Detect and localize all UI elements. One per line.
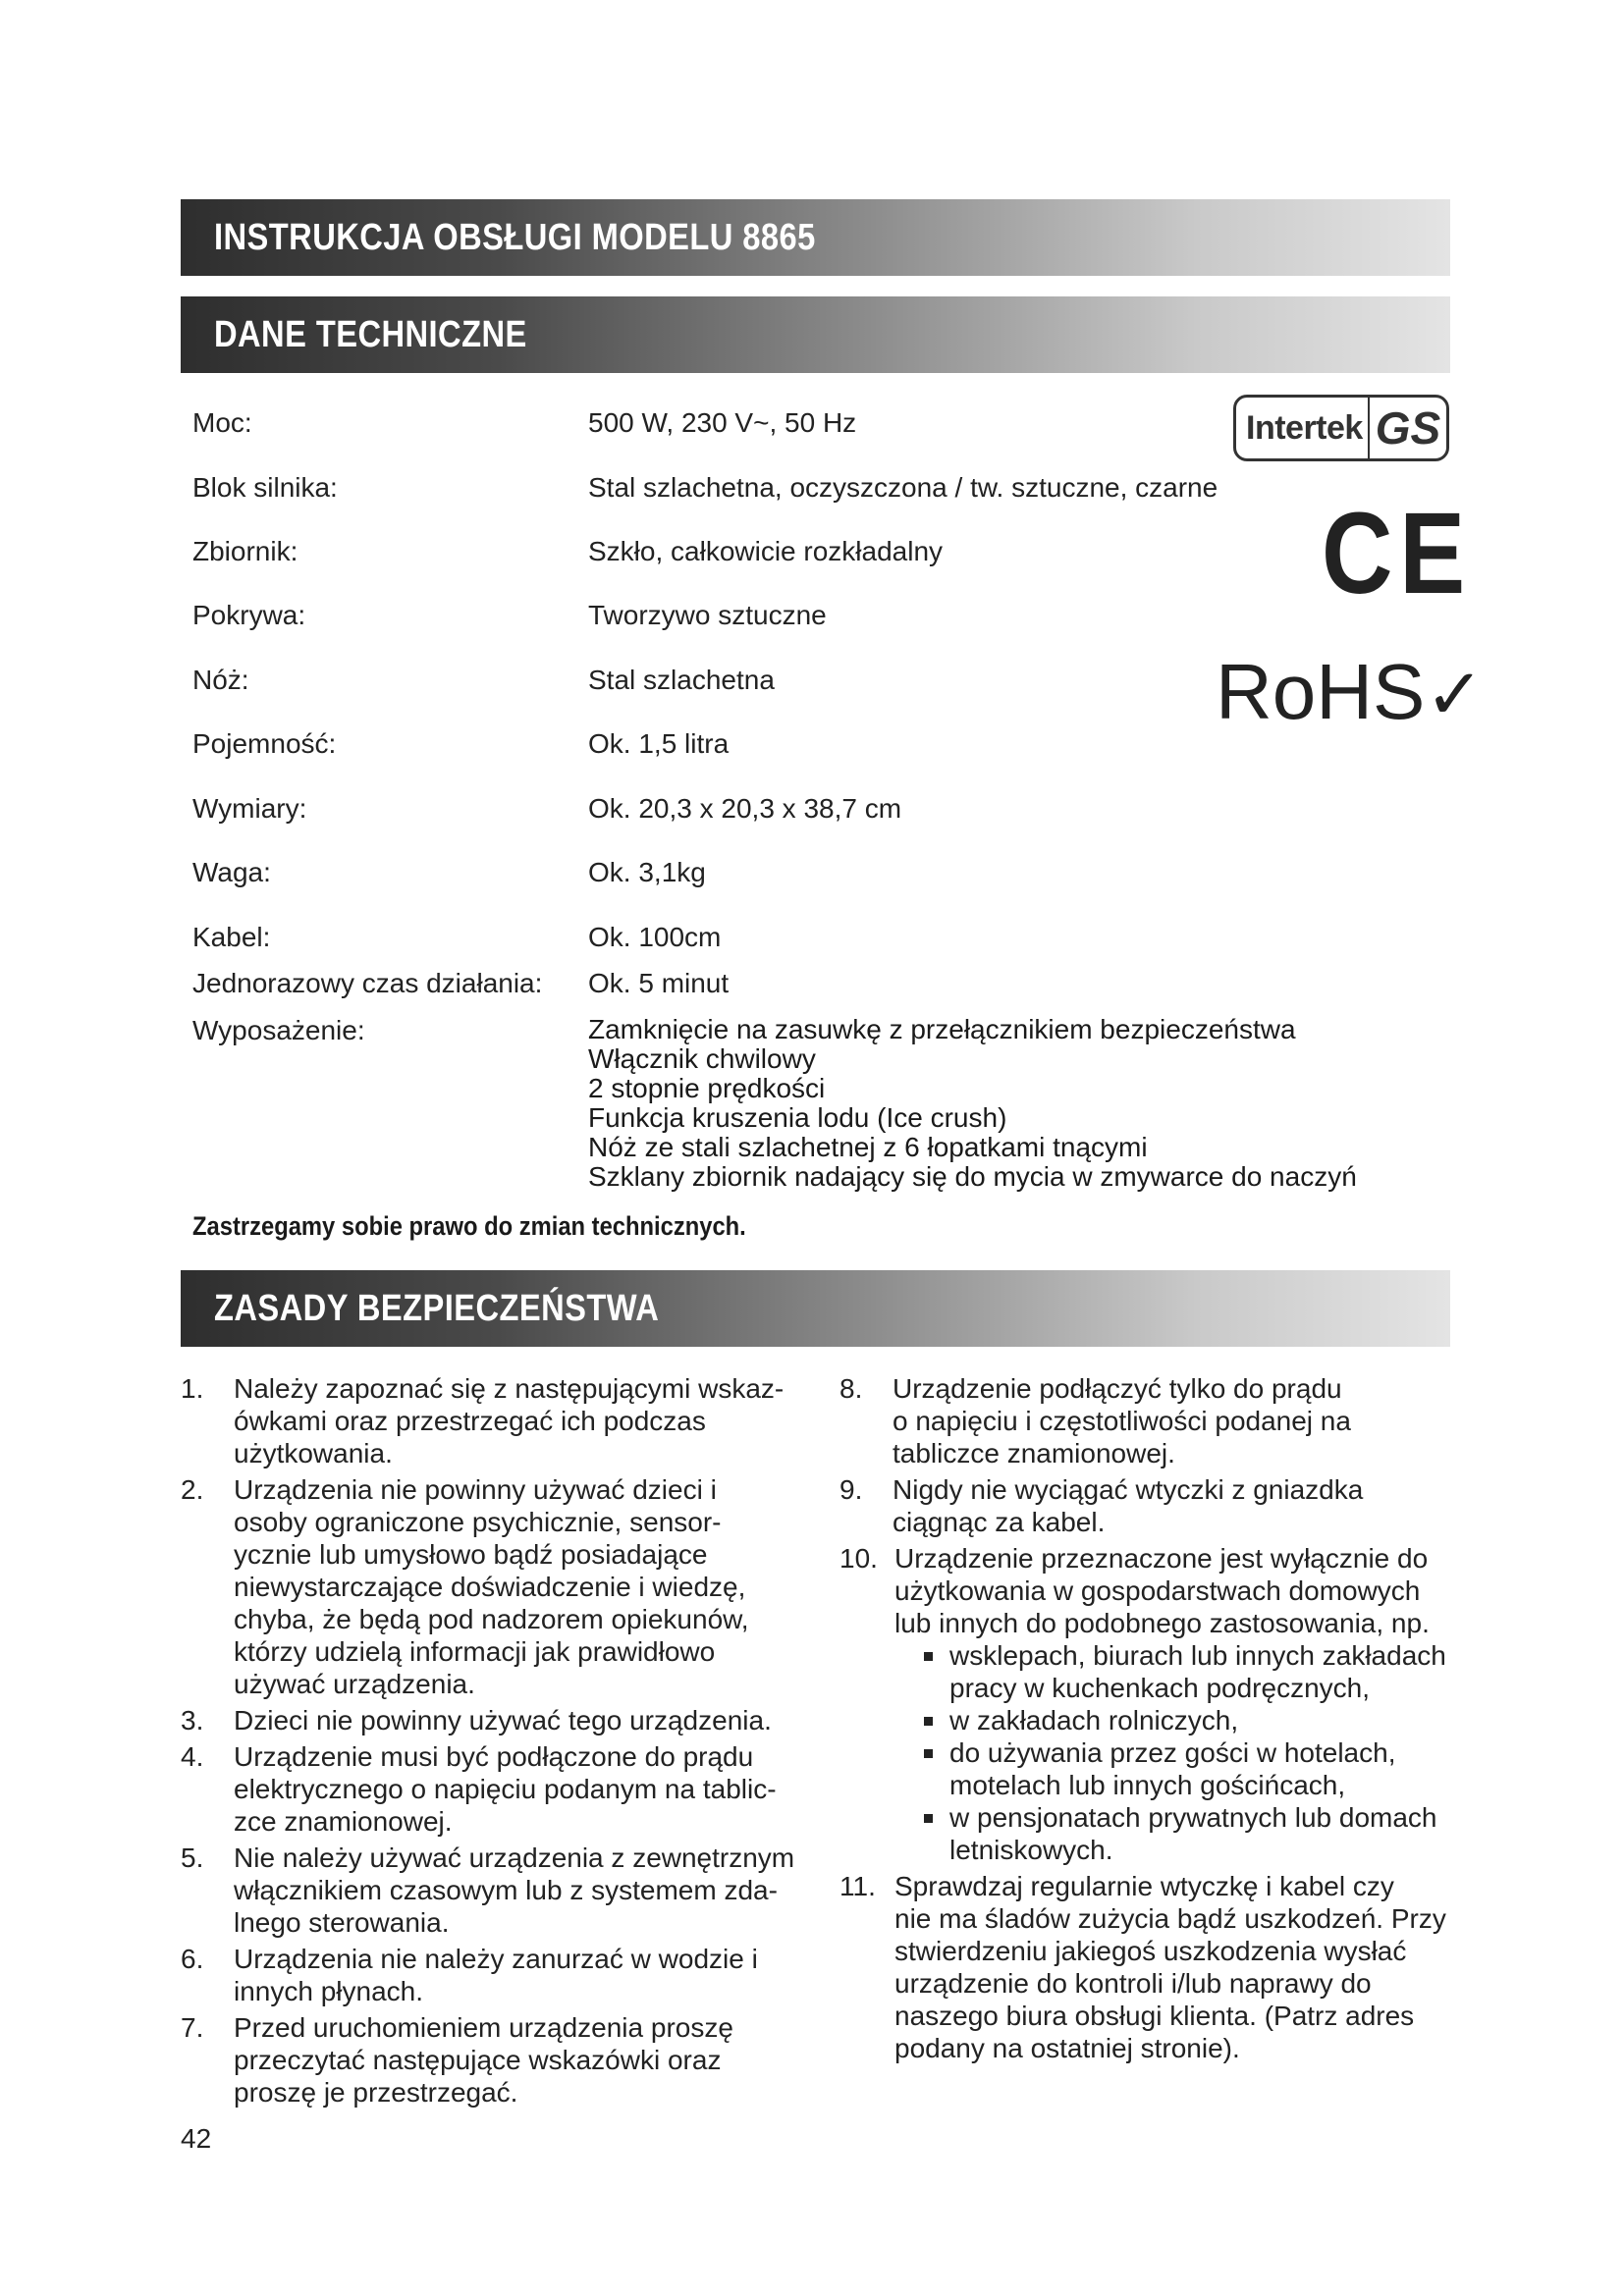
ce-mark-icon: CE (1322, 489, 1472, 618)
spec-label: Jednorazowy czas działania: (192, 968, 543, 998)
safety-subitems (894, 1639, 1468, 1866)
spec-value: Ok. 20,3 x 20,3 x 38,7 cm (588, 793, 902, 824)
square-bullet-icon (924, 1749, 933, 1758)
safety-item-text: Urządzenia nie powinny używać dzieci i osoby ograniczone psychicznie, sensor- ycznie lub umysłowo bądź posiadające niewystarczające doświadczenie i wiedzę, chyba, że będą pod nadzorem opiekunów, którzy udzielą informacji jak prawidłowo używać urządzenia. (234, 1474, 749, 1699)
safety-item (181, 1943, 809, 2007)
safety-item-number: 5. (181, 1842, 204, 1873)
safety-subitem-text: do używania przez gości w hotelach, motelach lub innych gościńcach, (949, 1737, 1396, 1800)
safety-list-left (181, 1372, 809, 2112)
safety-item-text: Sprawdzaj regularnie wtyczkę i kabel czy nie ma śladów zużycia bądź uszkodzeń. Przy stwierdzeniu jakiegoś uszkodzenia wysłać urządzenie do kontroli i/lub naprawy do naszego biura obsługi klienta. (Patrz adres podany na ostatniej stronie). (894, 1871, 1446, 2063)
safety-item-text: Urządzenie musi być podłączone do prądu elektrycznego o napięciu podanym na tablic- zce znamionowej. (234, 1741, 777, 1837)
checkmark-icon: ✓ (1425, 656, 1485, 734)
safety-item-number: 8. (839, 1373, 863, 1404)
safety-item (181, 2011, 809, 2109)
technical-changes-note: Zastrzegamy sobie prawo do zmian technicznych. (192, 1211, 746, 1241)
intertek-gs-logo (1233, 395, 1449, 461)
safety-subitem-text: w zakładach rolniczych, (949, 1705, 1239, 1735)
specs-section-banner (181, 296, 1450, 373)
safety-item-number: 4. (181, 1741, 204, 1772)
safety-item-number: 6. (181, 1944, 204, 1974)
safety-subitem (894, 1704, 1468, 1736)
safety-item-text: Urządzenie podłączyć tylko do prądu o napięciu i częstotliwości podanej na tabliczce znamionowej. (893, 1373, 1351, 1468)
intertek-logo-text: Intertek (1246, 408, 1363, 447)
safety-item-number: 1. (181, 1373, 204, 1404)
safety-item (181, 1740, 809, 1838)
equipment-item: Zamknięcie na zasuwkę z przełącznikiem bezpieczeństwa (588, 1014, 1296, 1044)
spec-label: Wymiary: (192, 793, 307, 824)
safety-item (839, 1870, 1468, 2064)
safety-item-number: 10. (839, 1543, 878, 1574)
spec-value: Tworzywo sztuczne (588, 600, 827, 630)
safety-item (181, 1842, 809, 1939)
safety-list-right (839, 1372, 1468, 2068)
safety-item-text: Nigdy nie wyciągać wtyczki z gniazdka ciągnąc za kabel. (893, 1474, 1364, 1537)
spec-label: Moc: (192, 407, 252, 438)
spec-label: Pojemność: (192, 728, 337, 759)
safety-item (181, 1473, 809, 1700)
safety-subitem (894, 1801, 1468, 1866)
spec-label: Nóż: (192, 665, 249, 695)
safety-subitem (894, 1736, 1468, 1801)
equipment-item: Nóż ze stali szlachetnej z 6 łopatkami tnącymi (588, 1132, 1148, 1162)
spec-label: Kabel: (192, 922, 271, 952)
spec-value: Ok. 5 minut (588, 968, 730, 998)
safety-item-text: Urządzenie przeznaczone jest wyłącznie do użytkowania w gospodarstwach domowych lub innych do podobnego zastosowania, np. (894, 1543, 1430, 1638)
equipment-item: Włącznik chwilowy (588, 1043, 816, 1074)
safety-item (181, 1704, 809, 1736)
manual-title-banner (181, 199, 1450, 276)
equipment-item: Funkcja kruszenia lodu (Ice crush) (588, 1102, 1007, 1133)
equipment-list (588, 1015, 1357, 1192)
spec-label: Waga: (192, 857, 271, 887)
safety-item-number: 2. (181, 1474, 204, 1505)
spec-value: Szkło, całkowicie rozkładalny (588, 536, 944, 566)
gs-mark-icon: GS (1368, 398, 1446, 458)
page-number: 42 (181, 2123, 212, 2154)
safety-item (839, 1473, 1468, 1538)
rohs-logo (1216, 648, 1485, 735)
rohs-logo-text: RoHS (1216, 648, 1426, 735)
equipment-item: Szklany zbiornik nadający się do mycia w zmywarce do naczyń (588, 1161, 1357, 1192)
safety-item-text: Nie należy używać urządzenia z zewnętrznym włącznikiem czasowym lub z systemem zda- lnego sterowania. (234, 1842, 795, 1938)
safety-subitem (894, 1639, 1468, 1704)
spec-value: Stal szlachetna (588, 665, 775, 695)
safety-item-number: 9. (839, 1474, 863, 1505)
manual-title: INSTRUKCJA OBSŁUGI MODELU 8865 (214, 216, 816, 258)
spec-label: Zbiornik: (192, 536, 298, 566)
safety-section-title: ZASADY BEZPIECZEŃSTWA (214, 1287, 660, 1329)
safety-subitem-text: w pensjonatach prywatnych lub domach letniskowych. (949, 1802, 1437, 1865)
safety-item-number: 3. (181, 1705, 204, 1735)
safety-item-text: Urządzenia nie należy zanurzać w wodzie i innych płynach. (234, 1944, 758, 2006)
equipment-item: 2 stopnie prędkości (588, 1073, 826, 1103)
square-bullet-icon (924, 1814, 933, 1823)
square-bullet-icon (924, 1652, 933, 1661)
safety-section-banner (181, 1270, 1450, 1347)
spec-value: Ok. 100cm (588, 922, 722, 952)
safety-item (181, 1372, 809, 1469)
square-bullet-icon (924, 1717, 933, 1726)
specs-section-title: DANE TECHNICZNE (214, 313, 527, 355)
spec-value: 500 W, 230 V~, 50 Hz (588, 407, 857, 438)
safety-item-text: Należy zapoznać się z następującymi wskaz- ówkami oraz przestrzegać ich podczas użytkowania. (234, 1373, 785, 1468)
spec-value: Ok. 3,1kg (588, 857, 706, 887)
safety-item-text: Dzieci nie powinny używać tego urządzenia. (234, 1705, 772, 1735)
spec-label: Pokrywa: (192, 600, 306, 630)
safety-item-text: Przed uruchomieniem urządzenia proszę przeczytać następujące wskazówki oraz proszę je przestrzegać. (234, 2012, 733, 2108)
safety-item (839, 1542, 1468, 1866)
spec-label: Wyposażenie: (192, 1015, 365, 1045)
spec-value: Stal szlachetna, oczyszczona / tw. sztuczne, czarne (588, 472, 1218, 503)
spec-value: Ok. 1,5 litra (588, 728, 730, 759)
spec-label: Blok silnika: (192, 472, 338, 503)
safety-subitem-text: wsklepach, biurach lub innych zakładach pracy w kuchenkach podręcznych, (949, 1640, 1446, 1703)
safety-item-number: 11. (839, 1871, 876, 1901)
safety-item (839, 1372, 1468, 1469)
safety-item-number: 7. (181, 2012, 204, 2043)
